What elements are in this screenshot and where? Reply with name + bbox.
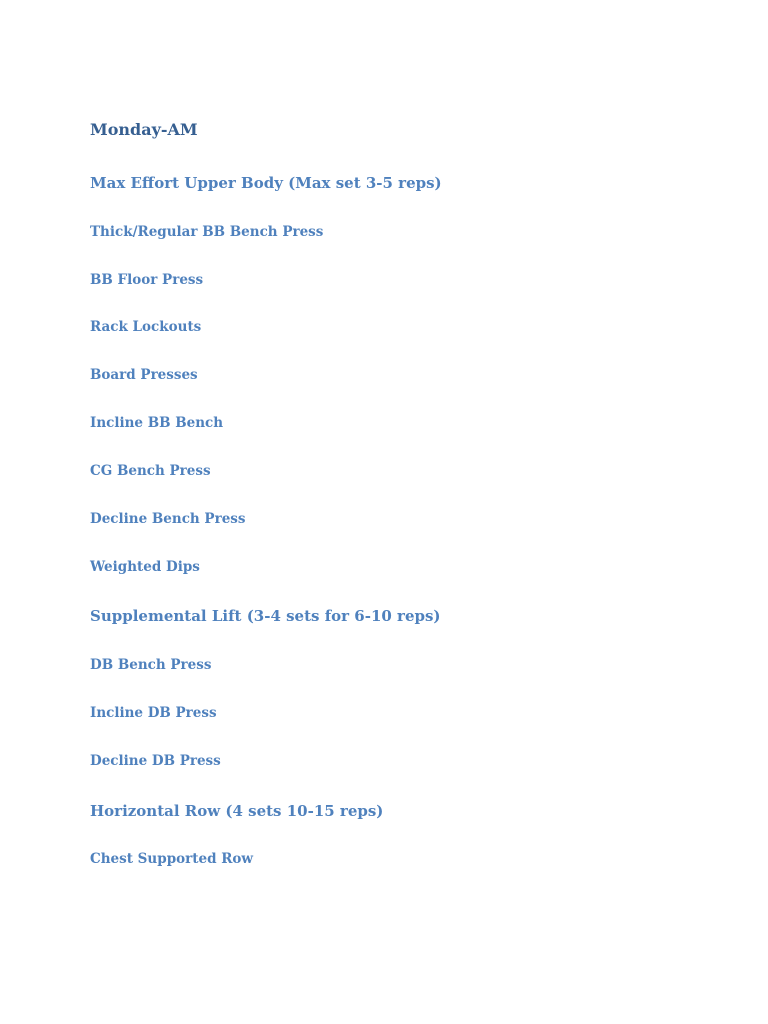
- exercise-item: BB Floor Press: [90, 272, 204, 288]
- exercise-item: Weighted Dips: [90, 559, 200, 575]
- exercise-item: Chest Supported Row: [90, 851, 254, 867]
- exercise-item: Incline DB Press: [90, 705, 217, 721]
- exercise-item: Thick/Regular BB Bench Press: [90, 224, 324, 240]
- section-heading-horizontal-row: Horizontal Row (4 sets 10-15 reps): [90, 802, 384, 820]
- exercise-item: Board Presses: [90, 367, 198, 383]
- exercise-item: CG Bench Press: [90, 463, 211, 479]
- section-heading-supplemental: Supplemental Lift (3-4 sets for 6-10 reps): [90, 607, 441, 625]
- exercise-item: Decline Bench Press: [90, 511, 246, 527]
- section-heading-max-effort: Max Effort Upper Body (Max set 3-5 reps): [90, 174, 442, 192]
- document-title: Monday-AM: [90, 120, 198, 139]
- exercise-item: Rack Lockouts: [90, 319, 202, 335]
- exercise-item: Incline BB Bench: [90, 415, 224, 431]
- exercise-item: DB Bench Press: [90, 657, 212, 673]
- exercise-item: Decline DB Press: [90, 753, 221, 769]
